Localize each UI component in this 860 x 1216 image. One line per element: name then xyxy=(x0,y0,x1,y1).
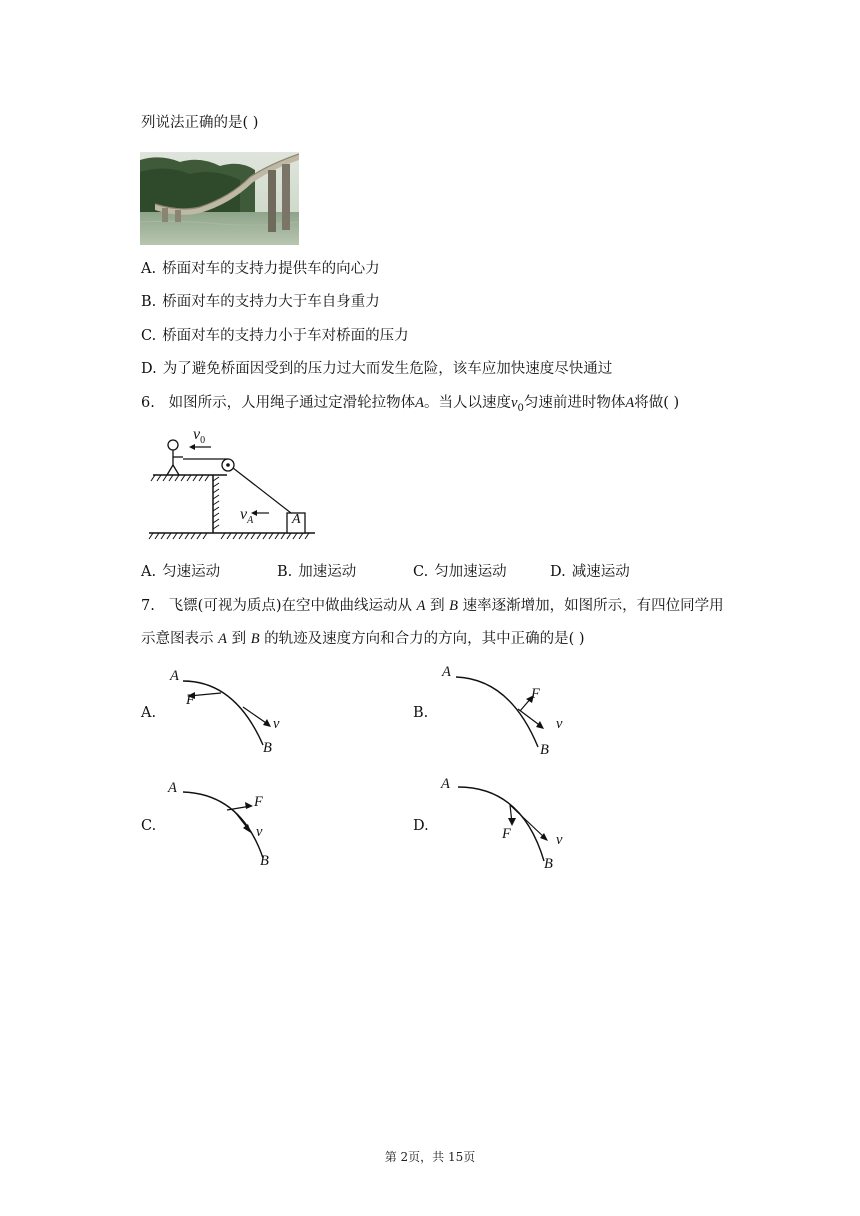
q6-option-b[interactable]: B. 加速运动 xyxy=(277,564,357,580)
q7-stem-line1: 7. 飞镖(可视为质点)在空中做曲线运动从 A 到 B 速率逐渐增加，如图所示，有四位同学用 xyxy=(141,598,724,614)
fig-d-velocity: v xyxy=(556,832,563,848)
va-label: $v_A$ xyxy=(240,506,254,527)
q5-option-c[interactable]: C. 桥面对车的支持力小于车对桥面的压力 xyxy=(141,328,409,344)
fig-c-force: F xyxy=(254,794,263,810)
q7-option-a-label[interactable]: A. xyxy=(141,705,157,721)
fig-d-start: A xyxy=(441,776,450,792)
fig-c-end: B xyxy=(260,853,269,869)
q6-stem: 6. 如图所示，人用绳子通过定滑轮拉物体A。当人以速度$v_0$匀速前进时物体A将做( ) xyxy=(141,395,680,414)
v0-label: $v_0$ xyxy=(193,426,206,447)
fig-d-force: F xyxy=(502,826,511,842)
fig-a-force: F xyxy=(186,692,195,708)
q5-option-b[interactable]: B. 桥面对车的支持力大于车自身重力 xyxy=(141,294,380,310)
q7-figure-a xyxy=(165,665,295,765)
q7-option-d-label[interactable]: D. xyxy=(413,818,429,834)
q5-option-a[interactable]: A. 桥面对车的支持力提供车的向心力 xyxy=(141,261,380,277)
fig-b-start: A xyxy=(442,664,451,680)
q5-option-d[interactable]: D. 为了避免桥面因受到的压力过大而发生危险，该车应加快速度尽快通过 xyxy=(141,361,613,377)
bridge-photo xyxy=(140,152,299,245)
q7-figure-c xyxy=(165,778,295,878)
fig-a-start: A xyxy=(170,668,179,684)
q7-option-c-label[interactable]: C. xyxy=(141,818,157,834)
q7-option-b-label[interactable]: B. xyxy=(413,705,429,721)
fig-a-end: B xyxy=(263,740,272,756)
fig-a-velocity: v xyxy=(273,716,280,732)
q6-option-d[interactable]: D. 减速运动 xyxy=(550,564,630,580)
q6-option-a[interactable]: A. 匀速运动 xyxy=(141,564,221,580)
fig-b-end: B xyxy=(540,742,549,758)
q7-stem-line2: 示意图表示 A 到 B 的轨迹及速度方向和合力的方向，其中正确的是( ) xyxy=(141,631,585,647)
fig-c-velocity: v xyxy=(256,824,263,840)
block-a-label: A xyxy=(292,512,301,527)
page-footer: 第 2页，共 15页 xyxy=(384,1150,476,1164)
q5-stem-tail: 列说法正确的是( ) xyxy=(141,115,259,131)
fig-c-start: A xyxy=(168,780,177,796)
fig-b-force: F xyxy=(531,686,540,702)
fig-b-velocity: v xyxy=(556,716,563,732)
fig-d-end: B xyxy=(544,856,553,872)
q6-option-c[interactable]: C. 匀加速运动 xyxy=(413,564,507,580)
